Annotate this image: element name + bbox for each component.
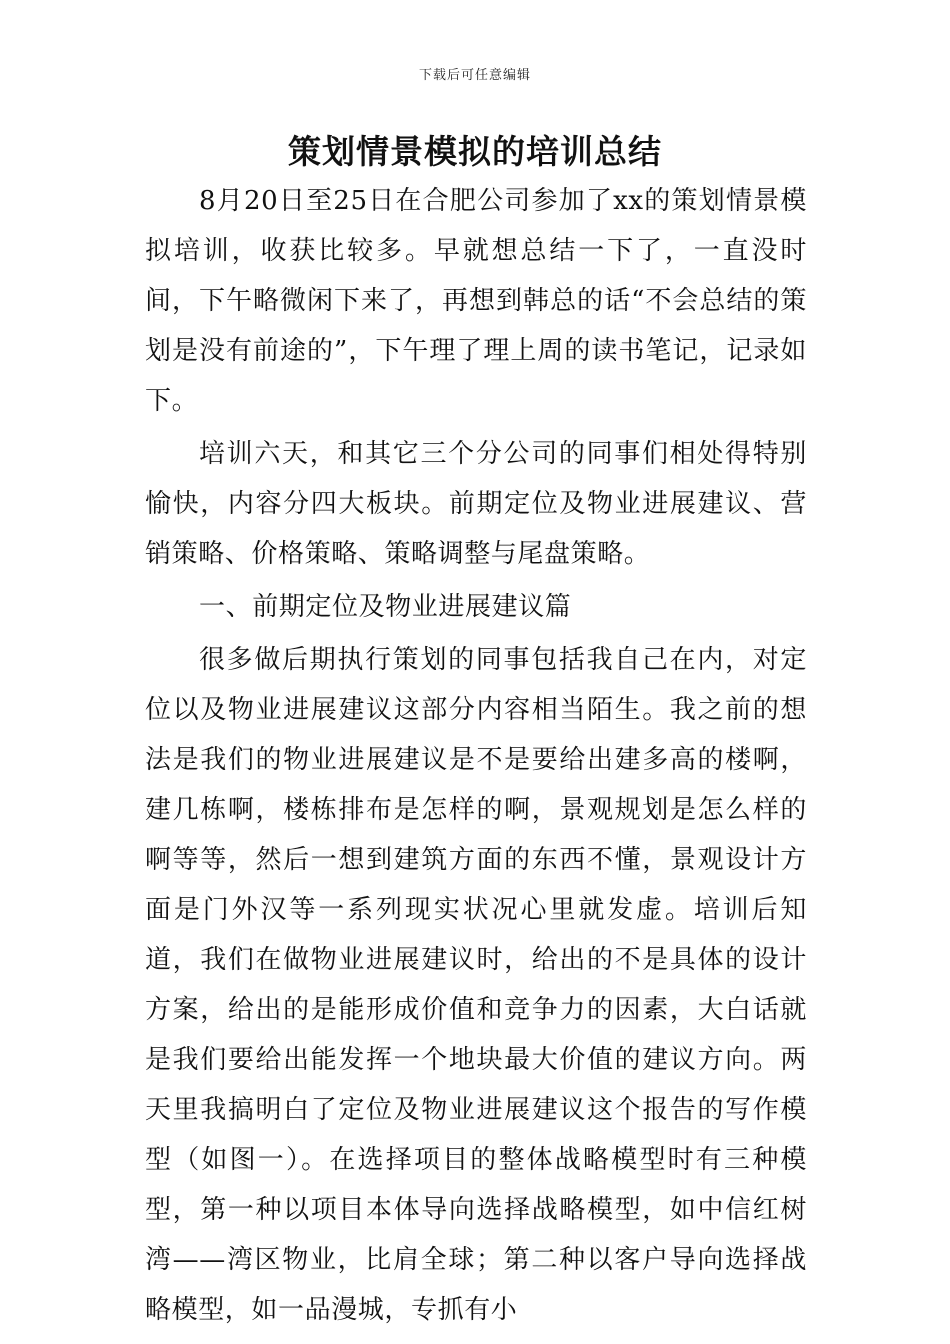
paragraph-overview: 培训六天，和其它三个分公司的同事们相处得特别愉快，内容分四大板块。前期定位及物业进展建议、营销策略、价格策略、策略调整与尾盘策略。 — [145, 439, 807, 569]
header-note: 下载后可任意编辑 — [418, 68, 531, 83]
document-title: 策划情景模拟的培训总结 — [288, 132, 662, 171]
document-body — [145, 176, 807, 1338]
paragraph-positioning: 很多做后期执行策划的同事包括我自己在内，对定位以及物业进展建议这部分内容相当陌生。我之前的想法是我们的物业进展建议是不是要给出建多高的楼啊，建几栋啊，楼栋排布是怎样的啊，景观规划是怎么样的啊等等，然后一想到建筑方面的东西不懂，景观设计方面是门外汉等一系列现实状况心里就发虚。培训后知道，我们在做物业进展建议时，给出的不是具体的设计方案，给出的是能形成价值和竞争力的因素，大白话就是我们要给出能发挥一个地块最大价值的建议方向。两天里我搞明白了定位及物业进展建议这个报告的写作模型（如图一）。在选择项目的整体战略模型时有三种模型，第一种以项目本体导向选择战略模型，如中信红树湾——湾区物业，比肩全球；第二种以客户导向选择战略模型，如一品漫城，专抓有小 — [145, 645, 807, 1325]
paragraph-intro: 8月20日至25日在合肥公司参加了xx的策划情景模拟培训，收获比较多。早就想总结一下了，一直没时间，下午略微闲下来了，再想到韩总的话“不会总结的策划是没有前途的”，下午理了理上周的读书笔记，记录如下。 — [145, 186, 807, 416]
section-heading: 一、前期定位及物业进展建议篇 — [199, 592, 572, 622]
